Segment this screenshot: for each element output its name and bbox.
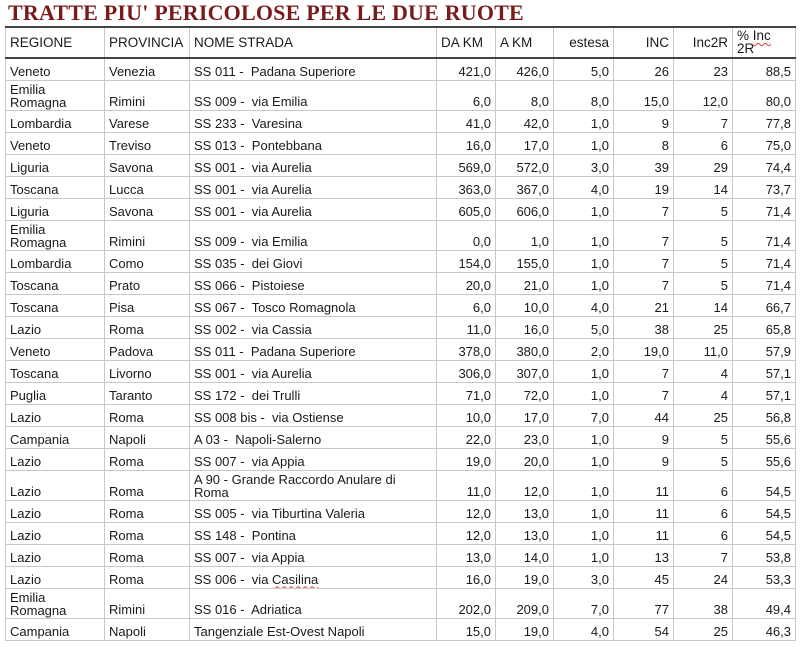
cell-da-km: 12,0 (437, 522, 496, 544)
cell-provincia: Livorno (105, 360, 190, 382)
cell-pct-inc-2r: 57,9 (733, 338, 796, 360)
cell-inc2r: 25 (674, 618, 733, 640)
cell-provincia: Savona (105, 154, 190, 176)
cell-a-km: 8,0 (496, 80, 554, 110)
cell-pct-inc-2r: 80,0 (733, 80, 796, 110)
cell-regione: Puglia (6, 382, 105, 404)
cell-inc: 7 (614, 198, 674, 220)
cell-pct-inc-2r: 75,0 (733, 132, 796, 154)
table-row (6, 426, 796, 448)
cell-regione: Toscana (6, 176, 105, 198)
cell-da-km: 306,0 (437, 360, 496, 382)
header-estesa: estesa (554, 27, 614, 58)
cell-pct-inc-2r: 54,5 (733, 522, 796, 544)
cell-inc2r: 6 (674, 132, 733, 154)
cell-provincia: Roma (105, 500, 190, 522)
cell-provincia: Napoli (105, 618, 190, 640)
cell-inc: 7 (614, 250, 674, 272)
cell-pct-inc-2r: 46,3 (733, 618, 796, 640)
table-row (6, 176, 796, 198)
cell-provincia: Roma (105, 316, 190, 338)
cell-nome-strada: SS 009 - via Emilia (190, 80, 437, 110)
cell-inc: 77 (614, 588, 674, 618)
cell-da-km: 15,0 (437, 618, 496, 640)
cell-regione: Lombardia (6, 250, 105, 272)
cell-da-km: 22,0 (437, 426, 496, 448)
cell-a-km: 380,0 (496, 338, 554, 360)
cell-inc: 9 (614, 110, 674, 132)
cell-da-km: 363,0 (437, 176, 496, 198)
cell-inc2r: 7 (674, 544, 733, 566)
cell-inc2r: 6 (674, 522, 733, 544)
cell-inc2r: 5 (674, 448, 733, 470)
cell-a-km: 606,0 (496, 198, 554, 220)
cell-a-km: 19,0 (496, 566, 554, 588)
cell-provincia: Taranto (105, 382, 190, 404)
header-pct-prefix: % (737, 28, 753, 43)
header-provincia: PROVINCIA (105, 27, 190, 58)
cell-nome-strada: SS 001 - via Aurelia (190, 154, 437, 176)
cell-estesa: 1,0 (554, 470, 614, 500)
cell-regione: Liguria (6, 154, 105, 176)
cell-estesa: 1,0 (554, 272, 614, 294)
cell-provincia: Rimini (105, 588, 190, 618)
cell-inc: 9 (614, 426, 674, 448)
cell-nome-strada: SS 001 - via Aurelia (190, 198, 437, 220)
cell-nome-strada: SS 013 - Pontebbana (190, 132, 437, 154)
table-row (6, 58, 796, 80)
page-title: TRATTE PIU' PERICOLOSE PER LE DUE RUOTE (8, 0, 524, 25)
header-pct-line2: 2R (737, 41, 755, 56)
cell-provincia: Roma (105, 404, 190, 426)
cell-inc2r: 14 (674, 294, 733, 316)
cell-da-km: 0,0 (437, 220, 496, 250)
cell-inc2r: 6 (674, 470, 733, 500)
table-row (6, 316, 796, 338)
header-regione: REGIONE (6, 27, 105, 58)
header-pct-inc-2r (733, 27, 796, 58)
cell-regione: Emilia Romagna (6, 588, 105, 618)
cell-da-km: 71,0 (437, 382, 496, 404)
cell-da-km: 569,0 (437, 154, 496, 176)
cell-estesa: 1,0 (554, 448, 614, 470)
cell-provincia: Padova (105, 338, 190, 360)
cell-inc: 8 (614, 132, 674, 154)
cell-regione: Veneto (6, 338, 105, 360)
cell-pct-inc-2r: 53,8 (733, 544, 796, 566)
cell-nome-strada: SS 016 - Adriatica (190, 588, 437, 618)
cell-regione: Emilia Romagna (6, 220, 105, 250)
cell-da-km: 13,0 (437, 544, 496, 566)
cell-regione: Veneto (6, 132, 105, 154)
table-row (6, 154, 796, 176)
header-da-km: DA KM (437, 27, 496, 58)
cell-da-km: 11,0 (437, 316, 496, 338)
table-row (6, 470, 796, 500)
cell-nome-strada: SS 009 - via Emilia (190, 220, 437, 250)
cell-inc2r: 5 (674, 198, 733, 220)
cell-da-km: 16,0 (437, 132, 496, 154)
cell-regione: Toscana (6, 294, 105, 316)
cell-inc2r: 7 (674, 110, 733, 132)
cell-estesa: 3,0 (554, 154, 614, 176)
cell-regione: Liguria (6, 198, 105, 220)
cell-a-km: 16,0 (496, 316, 554, 338)
table-row (6, 522, 796, 544)
table-row (6, 338, 796, 360)
cell-pct-inc-2r: 53,3 (733, 566, 796, 588)
cell-inc: 44 (614, 404, 674, 426)
cell-nome-strada: SS 008 bis - via Ostiense (190, 404, 437, 426)
cell-estesa: 1,0 (554, 198, 614, 220)
cell-inc2r: 25 (674, 316, 733, 338)
cell-estesa: 1,0 (554, 382, 614, 404)
table-row (6, 220, 796, 250)
cell-estesa: 7,0 (554, 404, 614, 426)
cell-inc: 21 (614, 294, 674, 316)
cell-a-km: 209,0 (496, 588, 554, 618)
cell-da-km: 154,0 (437, 250, 496, 272)
cell-regione: Lazio (6, 316, 105, 338)
cell-nome-strada: SS 007 - via Appia (190, 544, 437, 566)
cell-regione: Campania (6, 426, 105, 448)
cell-nome-strada: SS 005 - via Tiburtina Valeria (190, 500, 437, 522)
cell-a-km: 21,0 (496, 272, 554, 294)
cell-inc2r: 5 (674, 220, 733, 250)
cell-da-km: 11,0 (437, 470, 496, 500)
cell-inc2r: 29 (674, 154, 733, 176)
cell-a-km: 42,0 (496, 110, 554, 132)
cell-pct-inc-2r: 54,5 (733, 500, 796, 522)
cell-a-km: 13,0 (496, 500, 554, 522)
table-row (6, 110, 796, 132)
cell-pct-inc-2r: 57,1 (733, 360, 796, 382)
cell-pct-inc-2r: 65,8 (733, 316, 796, 338)
cell-regione: Toscana (6, 360, 105, 382)
cell-inc: 11 (614, 522, 674, 544)
cell-da-km: 20,0 (437, 272, 496, 294)
cell-inc2r: 6 (674, 500, 733, 522)
cell-nome-strada: SS 172 - dei Trulli (190, 382, 437, 404)
table-row (6, 198, 796, 220)
cell-inc: 7 (614, 360, 674, 382)
cell-estesa: 1,0 (554, 360, 614, 382)
cell-pct-inc-2r: 57,1 (733, 382, 796, 404)
cell-pct-inc-2r: 55,6 (733, 426, 796, 448)
cell-provincia: Pisa (105, 294, 190, 316)
cell-estesa: 5,0 (554, 316, 614, 338)
cell-pct-inc-2r: 71,4 (733, 272, 796, 294)
cell-a-km: 1,0 (496, 220, 554, 250)
cell-provincia: Rimini (105, 220, 190, 250)
header-inc2r: Inc2R (674, 27, 733, 58)
table-row (6, 500, 796, 522)
cell-da-km: 605,0 (437, 198, 496, 220)
cell-provincia: Roma (105, 448, 190, 470)
cell-inc: 7 (614, 272, 674, 294)
cell-provincia: Rimini (105, 80, 190, 110)
cell-da-km: 421,0 (437, 58, 496, 80)
cell-nome-strada: SS 007 - via Appia (190, 448, 437, 470)
cell-estesa: 1,0 (554, 500, 614, 522)
cell-inc2r: 24 (674, 566, 733, 588)
cell-provincia: Varese (105, 110, 190, 132)
cell-pct-inc-2r: 71,4 (733, 250, 796, 272)
cell-inc: 9 (614, 448, 674, 470)
cell-estesa: 1,0 (554, 132, 614, 154)
cell-regione: Lombardia (6, 110, 105, 132)
cell-da-km: 16,0 (437, 566, 496, 588)
cell-inc: 13 (614, 544, 674, 566)
cell-pct-inc-2r: 55,6 (733, 448, 796, 470)
cell-regione: Emilia Romagna (6, 80, 105, 110)
cell-inc: 19,0 (614, 338, 674, 360)
cell-estesa: 1,0 (554, 110, 614, 132)
cell-estesa: 1,0 (554, 426, 614, 448)
cell-regione: Veneto (6, 58, 105, 80)
cell-inc2r: 4 (674, 360, 733, 382)
table-row (6, 544, 796, 566)
table-row (6, 360, 796, 382)
cell-a-km: 23,0 (496, 426, 554, 448)
cell-provincia: Roma (105, 470, 190, 500)
cell-inc: 45 (614, 566, 674, 588)
header-nome-strada: NOME STRADA (190, 27, 437, 58)
cell-inc2r: 5 (674, 272, 733, 294)
cell-pct-inc-2r: 71,4 (733, 220, 796, 250)
cell-inc2r: 4 (674, 382, 733, 404)
cell-pct-inc-2r: 49,4 (733, 588, 796, 618)
cell-da-km: 10,0 (437, 404, 496, 426)
cell-nome-strada: SS 011 - Padana Superiore (190, 58, 437, 80)
cell-a-km: 72,0 (496, 382, 554, 404)
table-row (6, 80, 796, 110)
cell-inc2r: 14 (674, 176, 733, 198)
cell-provincia: Roma (105, 566, 190, 588)
cell-estesa: 1,0 (554, 220, 614, 250)
cell-inc2r: 23 (674, 58, 733, 80)
header-a-km: A KM (496, 27, 554, 58)
cell-inc2r: 25 (674, 404, 733, 426)
table-row (6, 448, 796, 470)
cell-inc: 19 (614, 176, 674, 198)
cell-a-km: 19,0 (496, 618, 554, 640)
cell-a-km: 572,0 (496, 154, 554, 176)
table-row (6, 566, 796, 588)
cell-regione: Lazio (6, 544, 105, 566)
cell-a-km: 367,0 (496, 176, 554, 198)
strada-misspelled-word: Casilina (272, 571, 319, 587)
cell-nome-strada: SS 002 - via Cassia (190, 316, 437, 338)
table-row (6, 272, 796, 294)
cell-pct-inc-2r: 77,8 (733, 110, 796, 132)
cell-nome-strada: SS 148 - Pontina (190, 522, 437, 544)
table-row (6, 618, 796, 640)
cell-a-km: 14,0 (496, 544, 554, 566)
cell-nome-strada (190, 566, 437, 588)
cell-inc2r: 12,0 (674, 80, 733, 110)
cell-pct-inc-2r: 71,4 (733, 198, 796, 220)
table-row (6, 404, 796, 426)
cell-estesa: 2,0 (554, 338, 614, 360)
cell-a-km: 17,0 (496, 132, 554, 154)
cell-nome-strada: Tangenziale Est-Ovest Napoli (190, 618, 437, 640)
cell-provincia: Savona (105, 198, 190, 220)
cell-da-km: 6,0 (437, 294, 496, 316)
cell-nome-strada: A 03 - Napoli-Salerno (190, 426, 437, 448)
cell-inc: 11 (614, 500, 674, 522)
cell-pct-inc-2r: 54,5 (733, 470, 796, 500)
cell-a-km: 10,0 (496, 294, 554, 316)
cell-provincia: Prato (105, 272, 190, 294)
table-row (6, 294, 796, 316)
header-row (6, 27, 796, 58)
cell-pct-inc-2r: 66,7 (733, 294, 796, 316)
cell-inc: 7 (614, 382, 674, 404)
cell-provincia: Lucca (105, 176, 190, 198)
cell-regione: Toscana (6, 272, 105, 294)
cell-provincia: Roma (105, 544, 190, 566)
cell-pct-inc-2r: 73,7 (733, 176, 796, 198)
cell-inc: 7 (614, 220, 674, 250)
cell-nome-strada: A 90 - Grande Raccordo Anulare di Roma (190, 470, 437, 500)
cell-inc2r: 5 (674, 250, 733, 272)
cell-a-km: 13,0 (496, 522, 554, 544)
cell-estesa: 5,0 (554, 58, 614, 80)
dangerous-road-sections-table (5, 26, 796, 641)
cell-inc2r: 11,0 (674, 338, 733, 360)
table-row (6, 382, 796, 404)
cell-da-km: 378,0 (437, 338, 496, 360)
cell-inc2r: 5 (674, 426, 733, 448)
cell-a-km: 12,0 (496, 470, 554, 500)
table-row (6, 250, 796, 272)
cell-regione: Lazio (6, 500, 105, 522)
strada-prefix: SS 006 - via (194, 571, 273, 587)
header-pct-word: Inc (752, 28, 771, 43)
cell-nome-strada: SS 233 - Varesina (190, 110, 437, 132)
cell-nome-strada: SS 066 - Pistoiese (190, 272, 437, 294)
cell-nome-strada: SS 035 - dei Giovi (190, 250, 437, 272)
cell-nome-strada: SS 001 - via Aurelia (190, 360, 437, 382)
cell-provincia: Como (105, 250, 190, 272)
cell-pct-inc-2r: 56,8 (733, 404, 796, 426)
cell-estesa: 7,0 (554, 588, 614, 618)
cell-estesa: 1,0 (554, 544, 614, 566)
cell-estesa: 3,0 (554, 566, 614, 588)
cell-da-km: 41,0 (437, 110, 496, 132)
cell-estesa: 8,0 (554, 80, 614, 110)
cell-a-km: 307,0 (496, 360, 554, 382)
cell-estesa: 1,0 (554, 250, 614, 272)
cell-regione: Lazio (6, 404, 105, 426)
cell-estesa: 4,0 (554, 176, 614, 198)
cell-a-km: 155,0 (496, 250, 554, 272)
cell-provincia: Treviso (105, 132, 190, 154)
header-inc: INC (614, 27, 674, 58)
cell-regione: Lazio (6, 448, 105, 470)
cell-a-km: 17,0 (496, 404, 554, 426)
table-row (6, 132, 796, 154)
cell-pct-inc-2r: 88,5 (733, 58, 796, 80)
cell-a-km: 426,0 (496, 58, 554, 80)
cell-regione: Lazio (6, 566, 105, 588)
cell-regione: Campania (6, 618, 105, 640)
cell-inc: 54 (614, 618, 674, 640)
cell-a-km: 20,0 (496, 448, 554, 470)
cell-inc: 39 (614, 154, 674, 176)
cell-da-km: 6,0 (437, 80, 496, 110)
cell-da-km: 12,0 (437, 500, 496, 522)
cell-provincia: Venezia (105, 58, 190, 80)
cell-inc: 11 (614, 470, 674, 500)
cell-da-km: 19,0 (437, 448, 496, 470)
cell-inc2r: 38 (674, 588, 733, 618)
cell-provincia: Napoli (105, 426, 190, 448)
cell-nome-strada: SS 001 - via Aurelia (190, 176, 437, 198)
cell-regione: Lazio (6, 522, 105, 544)
table-row (6, 588, 796, 618)
cell-pct-inc-2r: 74,4 (733, 154, 796, 176)
cell-provincia: Roma (105, 522, 190, 544)
cell-estesa: 1,0 (554, 522, 614, 544)
cell-inc: 38 (614, 316, 674, 338)
cell-regione: Lazio (6, 470, 105, 500)
cell-estesa: 4,0 (554, 294, 614, 316)
cell-inc: 15,0 (614, 80, 674, 110)
cell-nome-strada: SS 011 - Padana Superiore (190, 338, 437, 360)
cell-da-km: 202,0 (437, 588, 496, 618)
cell-inc: 26 (614, 58, 674, 80)
cell-estesa: 4,0 (554, 618, 614, 640)
cell-nome-strada: SS 067 - Tosco Romagnola (190, 294, 437, 316)
